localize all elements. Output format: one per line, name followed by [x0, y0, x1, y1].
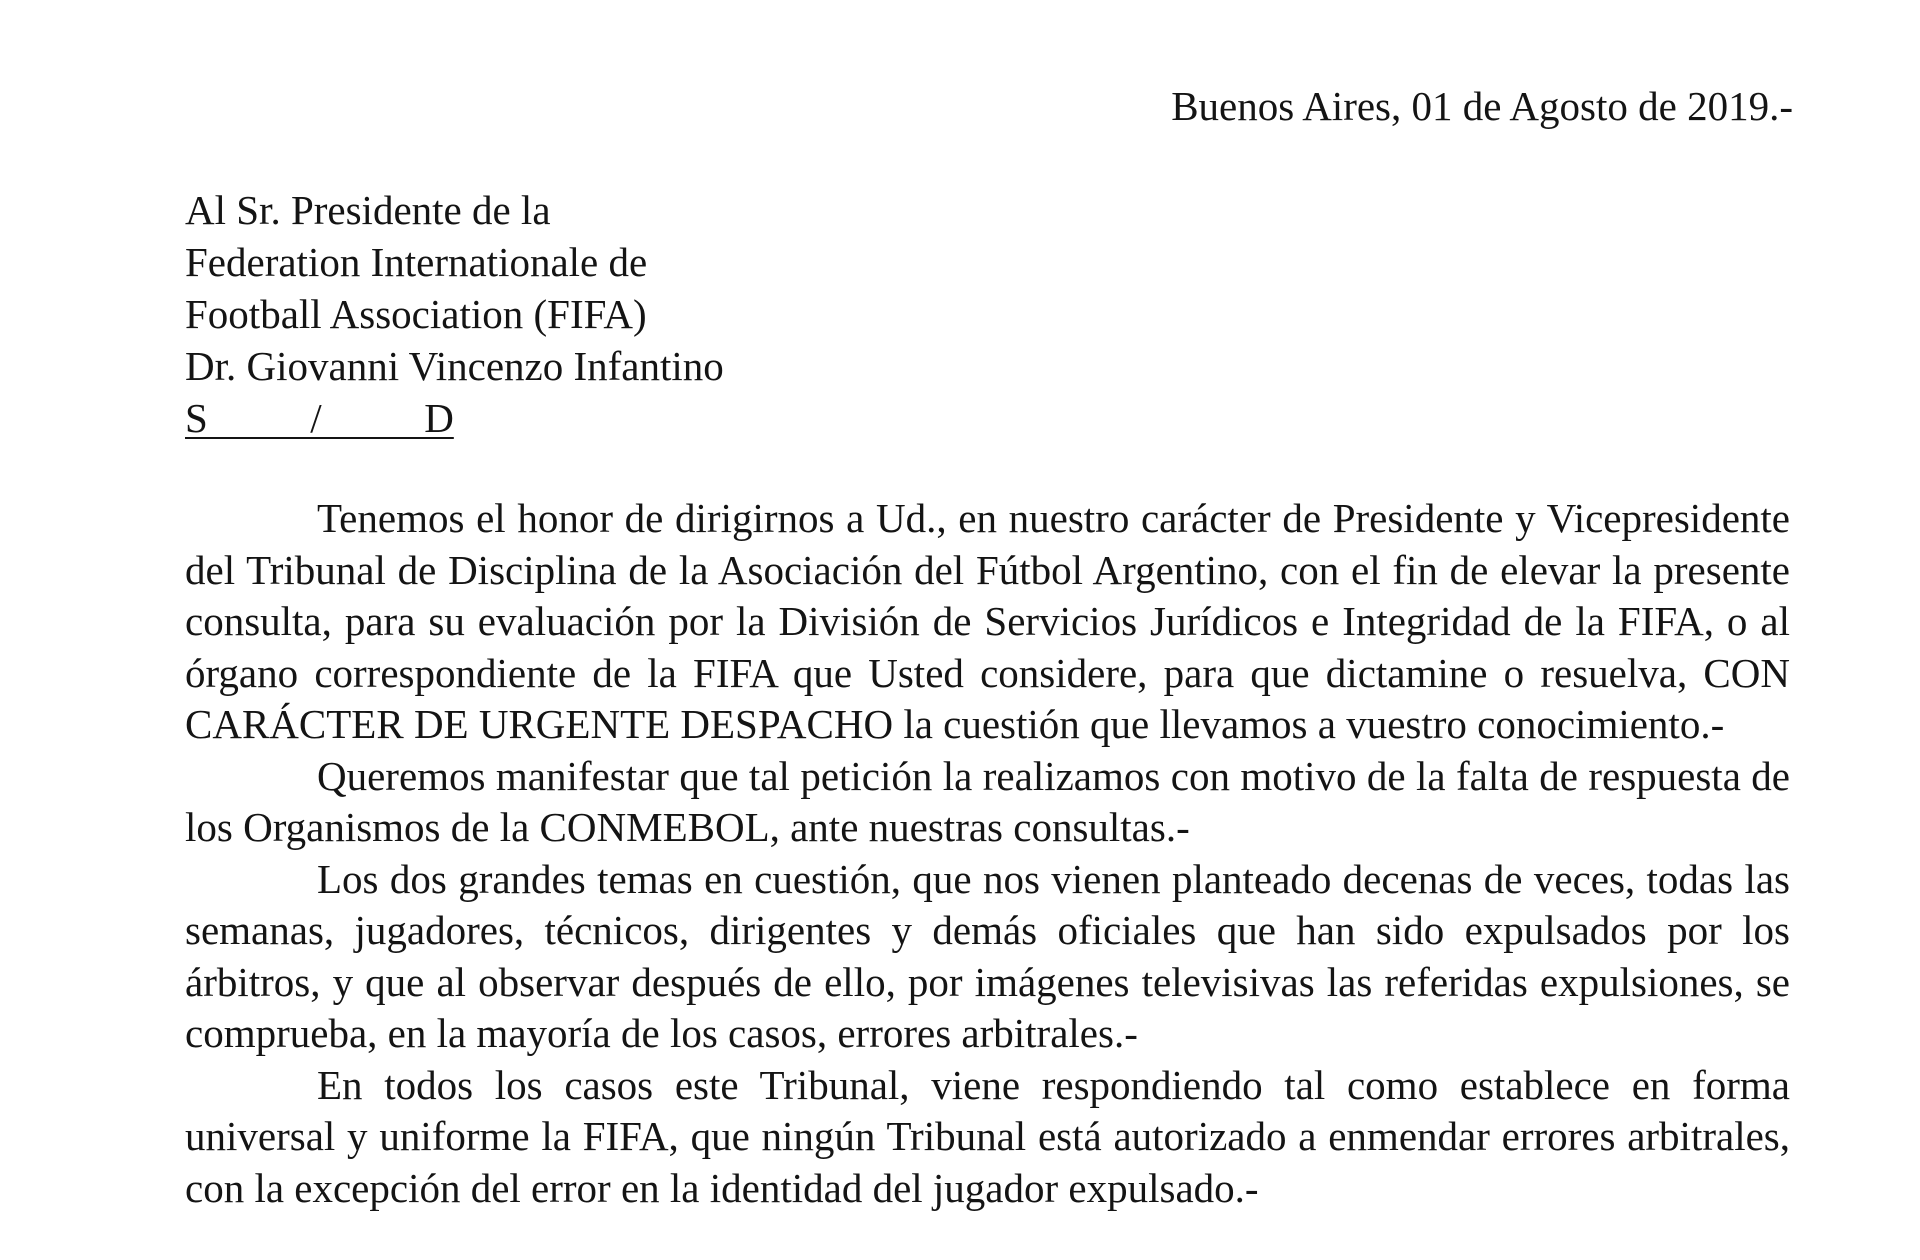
addressee-block [185, 184, 724, 444]
addressee-line-2: Federation Internationale de [185, 239, 648, 285]
addressee-line-1: Al Sr. Presidente de la [185, 187, 551, 233]
letter-date: Buenos Aires, 01 de Agosto de 2019.- [1171, 83, 1793, 129]
letter-body [185, 493, 1790, 1214]
addressee-name: Dr. Giovanni Vincenzo Infantino [185, 343, 724, 389]
body-paragraph-4: En todos los casos este Tribunal, viene respondiendo tal como establece en forma universal y uniforme la FIFA, que ningún Tribunal está autorizado a enmendar errores arbitrales, con la excepción del error en la identidad del jugador expulsado.- [185, 1061, 1790, 1211]
addressee-line-3: Football Association (FIFA) [185, 291, 647, 337]
body-paragraph-3: Los dos grandes temas en cuestión, que nos vienen planteado decenas de veces, todas las semanas, jugadores, técnicos, dirigentes y demás oficiales que han sido expulsados por los árbitros, y que al observar después de ello, por imágenes televisivas las referidas expulsiones, se comprueba, en la mayoría de los casos, errores arbitrales.- [185, 855, 1790, 1056]
body-paragraph-1: Tenemos el honor de dirigirnos a Ud., en nuestro carácter de Presidente y Vicepresidente del Tribunal de Disciplina de la Asociación del Fútbol Argentino, con el fin de elevar la presente consulta, para su evaluación por la División de Servicios Jurídicos e Integridad de la FIFA, o al órgano correspondiente de la FIFA que Usted considere, para que dictamine o resuelva, CON CARÁCTER DE URGENTE DESPACHO la cuestión que llevamos a vuestro conocimiento.- [185, 495, 1790, 747]
salutation-sd: S / D [185, 395, 454, 441]
body-paragraph-2: Queremos manifestar que tal petición la realizamos con motivo de la falta de respuesta de los Organismos de la CONMEBOL, ante nuestras consultas.- [185, 752, 1790, 850]
